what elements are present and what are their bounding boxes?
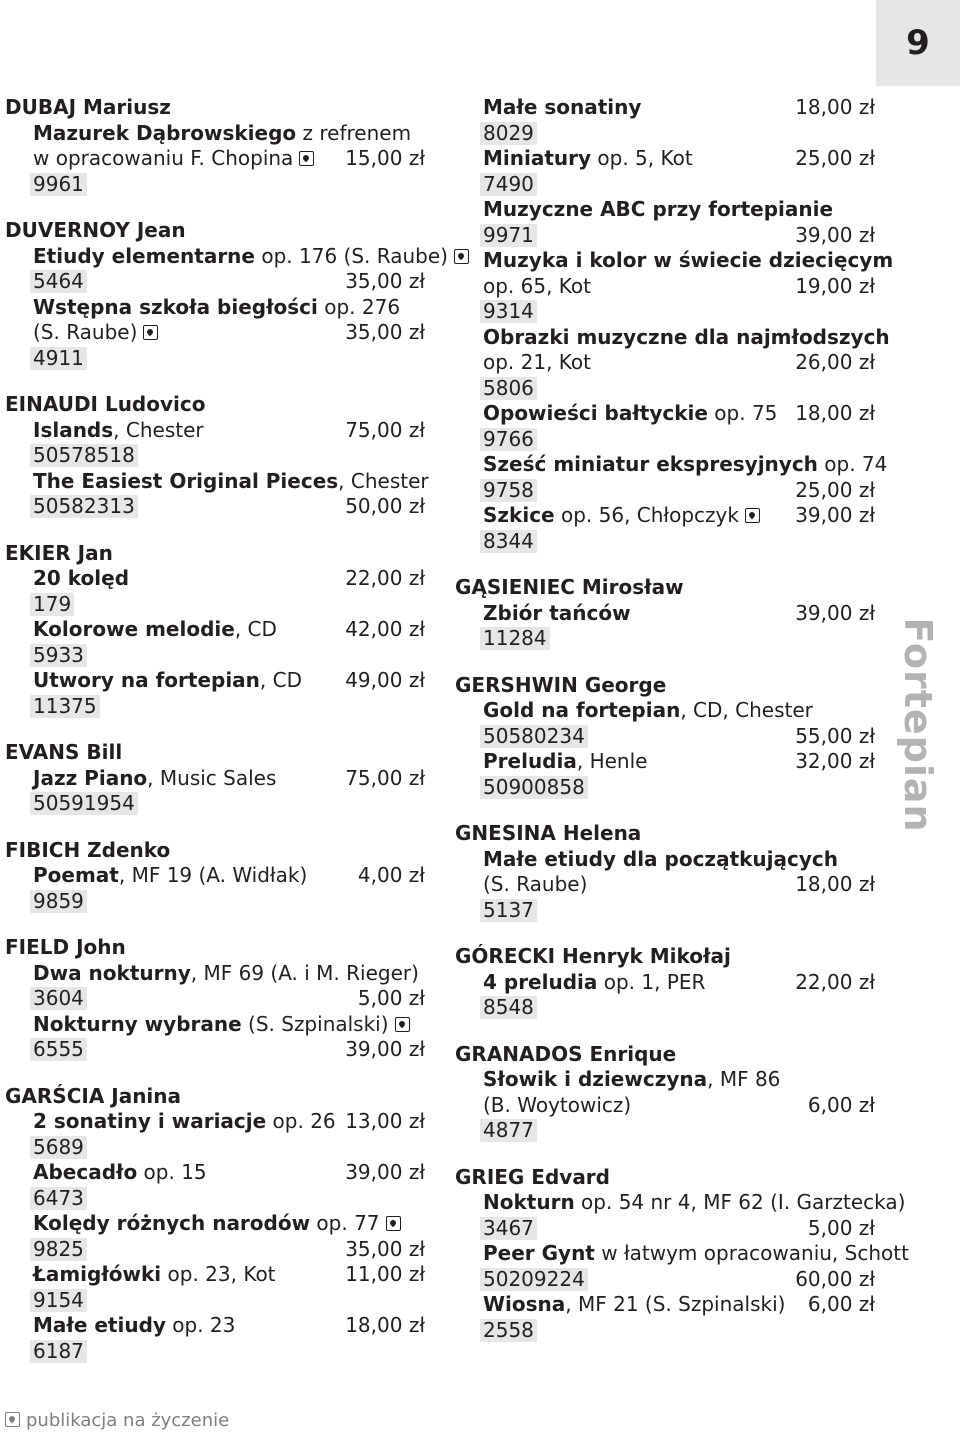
price: 42,00 zł [345,617,425,641]
entry-line [483,350,875,376]
entry-line [33,592,425,618]
entry-line [33,1186,425,1212]
catalog-entry [455,847,875,924]
work-details: z refrenem [296,120,412,145]
catalog-number: 5137 [480,899,537,922]
catalog-entry [5,617,425,668]
entry-line [33,961,425,987]
composer-name: GRANADOS Enrique [455,1041,677,1066]
work-title: Opowieści bałtyckie [483,401,708,425]
entry-line [483,601,875,627]
catalog-entry [455,401,875,452]
entry-line [483,698,875,724]
entry-line [33,1012,425,1038]
work-details: , CD, Chester [680,698,813,722]
price: 55,00 zł [795,723,875,748]
entry-line [33,1135,425,1161]
work-details: (B. Woytowicz) [483,1092,632,1117]
work-details: (S. Raube) [33,320,138,344]
entry-line [483,898,875,924]
entry-line [483,1241,909,1267]
entry-line [483,1318,875,1344]
composer-name: GARŚCIA Janina [5,1083,182,1108]
composer-name: EINAUDI Ludovico [5,392,206,416]
work-title: Kolędy różnych narodów [33,1211,311,1235]
catalog-column-left [5,95,448,1364]
entry-line [483,299,875,325]
entry-line [483,427,875,453]
entry-line [483,121,875,147]
price: 35,00 zł [345,269,425,293]
entry-line [483,197,875,223]
work-title: Mazurek Dąbrowskiego [33,120,297,145]
catalog-number: 50582313 [30,495,138,518]
catalog-entry [5,1262,425,1313]
catalog-number: 9758 [480,479,537,502]
work-details: op. 23 [165,1313,236,1337]
entry-line [33,889,425,915]
price: 6,00 zł [807,1292,875,1316]
catalog-number: 6555 [30,1038,87,1061]
work-details: op. 1, PER [597,969,706,994]
work-title: Szkice [483,503,555,527]
work-details: , MF 69 (A. i M. Rieger) [190,960,419,985]
on-demand-publication-icon [745,508,760,523]
on-demand-publication-icon [143,325,158,340]
entry-line [33,1109,425,1135]
entry-line [33,1262,425,1288]
catalog-number: 8344 [480,530,537,553]
price: 25,00 zł [795,146,875,170]
price: 6,00 zł [807,1092,875,1117]
entry-line [33,346,425,372]
price: 35,00 zł [345,320,425,344]
catalog-number: 5806 [480,377,537,400]
catalog-number: 2558 [480,1319,537,1342]
entry-line [483,376,875,402]
entry-line [33,1288,425,1314]
catalog-number: 5933 [30,644,87,667]
work-title: Kolorowe melodie [33,617,235,641]
section-label: Fortepian [895,617,940,833]
catalog-entry [5,243,448,295]
price: 75,00 zł [345,765,425,790]
entry-line [33,694,425,720]
catalog-number: 50591954 [30,792,138,815]
entry-line [33,494,425,520]
work-title: Miniatury [483,146,592,170]
catalog-entry [455,146,875,197]
price: 50,00 zł [345,494,425,518]
work-details: op. 276 [317,294,401,319]
entry-line [483,223,875,249]
entry-line [33,320,425,346]
composer-name: GNESINA Helena [455,821,642,845]
price: 18,00 zł [795,401,875,425]
work-details: op. 56, Chłopczyk [554,503,739,527]
price: 49,00 zł [345,668,425,692]
entry-line [483,1067,875,1093]
work-title: 2 sonatiny i wariacje [33,1109,267,1133]
page-number: 9 [876,0,960,86]
work-title: Zbiór tańców [483,600,631,625]
work-title: Małe etiudy [33,1313,166,1337]
work-details: , CD [234,617,277,641]
price: 39,00 zł [345,1037,425,1061]
work-details: op. 74 [817,452,888,476]
catalog-entry [5,295,425,372]
work-title: The Easiest Original Pieces [33,468,339,493]
work-details: op. 176 (S. Raube) [254,243,448,268]
entry-line [483,1267,875,1293]
entry-line [483,970,875,996]
catalog-number: 50900858 [480,776,588,799]
work-title: Abecadło [33,1160,138,1184]
price: 26,00 zł [795,350,875,374]
work-details: (S. Raube) [483,872,588,896]
entry-line [483,146,875,172]
work-title: Nokturny wybrane [33,1011,242,1036]
composer-name: GÓRECKI Henryk Mikołaj [455,944,731,968]
on-demand-publication-icon [386,1216,401,1231]
entry-line [33,243,448,270]
entry-line [33,863,425,889]
catalog-entry [455,197,875,248]
work-details: op. 15 [137,1160,207,1184]
work-details: op. 75 [707,401,778,425]
catalog-entry [5,668,425,719]
catalog-number: 9314 [480,300,537,323]
catalog-entry [5,1313,425,1364]
catalog-entry [5,121,425,198]
entry-line [33,269,425,295]
work-details: , Chester [113,417,204,442]
entry-line [33,566,425,592]
catalog-entry [5,863,425,914]
entry-line [483,1093,875,1119]
entry-line [483,324,890,351]
entry-line [483,478,875,504]
work-details: op. 77 [310,1211,380,1235]
entry-line [483,995,875,1021]
catalog-number: 50580234 [480,725,588,748]
work-details: op. 5, Kot [591,146,693,170]
catalog-entry [5,1109,425,1160]
entry-line [33,1160,425,1186]
work-title: Gold na fortepian [483,698,681,722]
catalog-entry [455,601,875,652]
composer-name: DUVERNOY Jean [5,218,186,242]
work-details: , Music Sales [147,765,277,790]
catalog-number: 6473 [30,1187,87,1210]
work-details: op. 65, Kot [483,273,592,298]
catalog-entry [5,418,425,469]
catalog-entry [5,1211,425,1262]
price: 5,00 zł [807,1215,875,1240]
entry-line [483,1190,906,1216]
work-details: , MF 21 (S. Szpinalski) [565,1292,786,1316]
entry-line [33,643,425,669]
work-title: Nokturn [483,1190,575,1214]
entry-line [33,121,425,147]
price: 18,00 zł [795,872,875,896]
catalog-entry [455,1241,909,1292]
work-details: op. 23, Kot [161,1262,276,1286]
entry-line [483,452,888,478]
catalog-entry [455,452,888,503]
work-title: Obrazki muzyczne dla najmłodszych [483,324,890,349]
price: 39,00 zł [795,503,875,527]
work-details: (S. Szpinalski) [241,1011,389,1036]
work-details: , MF 86 [707,1067,781,1091]
footer-legend [5,1408,229,1434]
catalog-number: 9154 [30,1289,87,1312]
price: 60,00 zł [795,1266,875,1291]
catalog-entry [455,970,875,1021]
price: 18,00 zł [345,1313,425,1337]
catalog-number: 9766 [480,428,537,451]
catalog-number: 5464 [30,270,87,293]
price: 39,00 zł [345,1160,425,1184]
entry-line [483,248,894,274]
work-details: w opracowaniu F. Chopina [33,146,294,170]
work-title: Słowik i dziewczyna [483,1067,708,1091]
catalog-entry [455,95,875,146]
catalog-entry [455,698,875,749]
price: 15,00 zł [345,146,425,170]
catalog-entry [5,566,425,617]
entry-line [483,872,875,898]
entry-line [33,295,425,321]
price: 35,00 zł [345,1236,425,1261]
catalog-number: 11375 [30,695,100,718]
catalog-number: 4877 [480,1119,537,1142]
on-demand-publication-icon [299,151,314,166]
price: 75,00 zł [345,417,425,442]
work-title: Wstępna szkoła biegłości [33,294,318,319]
price: 5,00 zł [357,986,425,1010]
section-tab [875,600,960,850]
catalog-number: 6187 [30,1340,87,1363]
entry-line [483,1292,875,1318]
composer-name: DUBAJ Mariusz [5,95,171,119]
work-title: Muzyka i kolor w świecie dziecięcym [483,248,894,272]
work-title: Sześć miniatur ekspresyjnych [483,452,818,476]
entry-line [483,724,875,750]
catalog-number: 9961 [30,173,87,196]
composer-name: GERSHWIN George [455,672,667,697]
work-details: op. 26 [266,1109,336,1133]
price: 39,00 zł [795,222,875,247]
on-demand-publication-icon [395,1017,410,1032]
work-details: , Chester [338,468,429,493]
catalog-number: 50209224 [480,1268,588,1291]
entry-line [33,766,425,792]
price: 19,00 zł [795,273,875,298]
entry-line [483,401,875,427]
price: 25,00 zł [795,477,875,502]
entry-line [33,1339,425,1365]
entry-line [483,1216,875,1242]
work-title: Utwory na fortepian [33,668,260,692]
catalog-entry [5,961,425,1012]
catalog-entry [455,503,875,554]
catalog-entry [5,1012,425,1063]
composer-name: EVANS Bill [5,740,123,764]
work-title: 4 preludia [483,969,598,994]
work-title: Wiosna [483,1292,566,1316]
catalog-number: 50578518 [30,444,138,467]
entry-line [33,468,429,495]
entry-line [33,1037,425,1063]
entry-line [33,668,425,694]
price: 11,00 zł [345,1262,425,1286]
entry-line [33,172,425,198]
catalog-number: 8029 [480,122,537,145]
catalog-number: 3467 [480,1217,537,1240]
work-title: Poemat [33,863,119,887]
catalog-number: 9859 [30,890,87,913]
catalog-entry [5,1160,425,1211]
work-title: Małe etiudy dla początkujących [483,846,838,871]
catalog-number: 179 [30,593,74,616]
entry-line [483,626,875,652]
catalog-number: 8548 [480,996,537,1019]
work-details: op. 21, Kot [483,350,592,374]
composer-name: FIBICH Zdenko [5,837,171,862]
entry-line [483,529,875,555]
footer-legend-text: publikacja na życzenie [26,1410,230,1431]
entry-line [33,1313,425,1339]
work-title: Preludia [483,749,577,773]
entry-line [33,146,425,172]
entry-line [33,1211,425,1237]
catalog-number: 9825 [30,1238,87,1261]
catalog-number: 4911 [30,347,87,370]
work-details: , CD [259,668,303,692]
catalog-number: 3604 [30,987,87,1010]
price: 13,00 zł [345,1109,425,1133]
composer-name: EKIER Jan [5,540,113,565]
on-demand-publication-icon [5,1412,20,1427]
price: 39,00 zł [795,600,875,625]
work-title: Etiudy elementarne [33,243,255,268]
work-details: , MF 19 (A. Widłak) [118,863,308,887]
catalog-number: 11284 [480,627,550,650]
catalog-column-right [455,95,909,1343]
work-details: op. 54 nr 4, MF 62 (I. Garztecka) [574,1190,906,1214]
work-title: Małe sonatiny [483,95,642,119]
entry-line [33,443,425,469]
entry-line [33,418,425,444]
catalog-entry [455,749,875,800]
composer-name: GRIEG Edvard [455,1164,610,1189]
price: 4,00 zł [357,863,425,887]
entry-line [33,791,425,817]
price: 18,00 zł [795,95,875,119]
work-title: Islands [33,417,114,442]
work-details: w łatwym opracowaniu, Schott [594,1241,909,1265]
work-title: 20 kolęd [33,566,130,590]
entry-line [33,1237,425,1263]
entry-line [483,775,875,801]
entry-line [483,503,875,529]
entry-line [483,274,875,300]
entry-line [33,986,425,1012]
catalog-number: 9971 [480,224,537,247]
work-title: Peer Gynt [483,1241,595,1265]
entry-line [483,172,875,198]
work-title: Łamigłówki [33,1262,162,1286]
catalog-entry [455,248,894,325]
entry-line [33,617,425,643]
price: 22,00 zł [795,969,875,994]
entry-line [483,847,875,873]
work-title: Dwa nokturny [33,960,191,985]
work-details: , Henle [576,749,648,773]
composer-name: FIELD John [5,935,126,959]
catalog-entry [5,468,429,520]
catalog-entry [455,1292,875,1343]
price: 22,00 zł [345,566,425,590]
entry-line [483,95,875,121]
catalog-entry [455,1190,906,1241]
composer-name: GĄSIENIEC Mirosław [455,575,684,599]
entry-line [483,1118,875,1144]
entry-line [483,749,875,775]
catalog-entry [5,766,425,817]
work-title: Jazz Piano [33,765,148,790]
price: 32,00 zł [795,749,875,773]
catalog-number: 5689 [30,1136,87,1159]
catalog-entry [455,1067,875,1144]
catalog-number: 7490 [480,173,537,196]
catalog-entry [455,324,890,402]
work-title: Muzyczne ABC przy fortepianie [483,197,834,221]
